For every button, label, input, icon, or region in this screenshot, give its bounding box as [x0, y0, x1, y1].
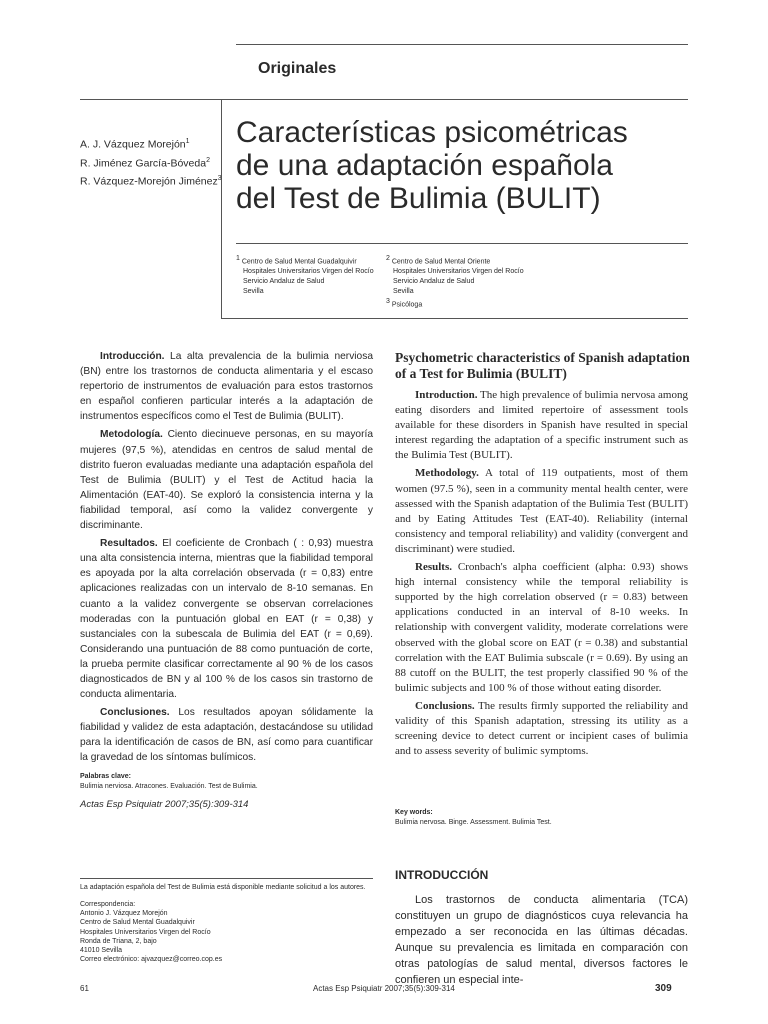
keywords-text: Bulimia nerviosa. Atracones. Evaluación. Test de Bulimia. [80, 783, 258, 790]
keywords-text: Bulimia nervosa. Binge. Assessment. Bulimia Test. [395, 819, 552, 826]
abstract-paragraph [395, 560, 688, 696]
title-divider-rule [80, 99, 688, 100]
affiliation-number: 1 [236, 255, 240, 262]
affiliation-line: Sevilla [393, 288, 414, 296]
english-title: Psychometric characteristics of Spanish adaptation of a Test for Bulimia (BULIT) [395, 350, 690, 381]
abstract-paragraph [395, 699, 688, 759]
abstract-text: Cronbach's alpha coefficient (alpha: 0.93) shows high internal consistency while the temporal reliability is supported by the high correlation observed (r = 0.83) between applications conducted in an interval of 8-10 weeks. In relationship with convergent validity, moderate correlations were observed with the global score on EAT (r = 0.38) and substantial correlation with the EAT Bulimia subscale (r = 0.69). By using an 88 cutoff on the BULIT, the test properly classified 90 % of the bulimic subjects and 100 % of those without eating disorder. [395, 561, 689, 694]
correspondence-line: Centro de Salud Mental Guadalquivir [80, 919, 195, 927]
affiliation-line: Centro de Salud Mental Guadalquivir [241, 258, 357, 266]
abstract-text: A total of 119 outpatients, most of them women (97.5 %), seen in a community mental health center, were assessed with the Spanish adaptation of the Bulimia Test (BULIT) and by Eating Attitudes Test (EAT-40). Reliability (internal consistency and temporal reliability) and validity (convergent and discriminant) were studied. [395, 467, 688, 555]
author-list [80, 134, 222, 190]
abstract-heading: Resultados. [100, 538, 158, 550]
affiliation-3 [386, 297, 524, 310]
correspondence-line: 41010 Sevilla [80, 947, 123, 955]
footnote: La adaptación española del Test de Bulimia está disponible mediante solicitud a los autores. [80, 884, 366, 891]
author [80, 171, 222, 190]
page-number-right: 309 [655, 983, 672, 994]
author-affiliation-number: 2 [206, 156, 210, 164]
abstract-text: El coeficiente de Cronbach ( : 0,93) muestra una alta consistencia interna, mientras que la fiabilidad temporal es apoyada por la alta correlación observada (r = 0,83) entre aplicaciones realizadas con un intervalo de 8-10 semanas. En cuanto a la validez convergente se observan correlaciones moderadas con la puntuación global en EAT (r = 0,38) y sustanciales con la subescala de Bulimia del EAT (r = 0,69). Considerando una puntuación de 88 como puntuación de corte, la prueba permite clasificar correctamente al 90 % de los casos diagnosticados de BN y al 100 % de los casos sin trastorno de conducta alimentaria. [80, 538, 373, 701]
affiliation-line: Sevilla [243, 288, 264, 296]
citation: Actas Esp Psiquiatr 2007;35(5):309-314 [80, 799, 249, 810]
title-column-rule [221, 99, 222, 318]
abstract-heading: Introducción. [100, 351, 165, 362]
abstract-paragraph [80, 705, 373, 765]
article-title: Características psicométricas de una adaptación española del Test de Bulimia (BULIT) [236, 116, 628, 215]
abstract-paragraph [395, 388, 688, 463]
abstract-heading: Methodology. [415, 467, 479, 480]
abstract-top-rule [221, 318, 688, 319]
correspondence-line: Antonio J. Vázquez Morejón [80, 910, 168, 918]
abstract-paragraph [395, 466, 688, 557]
abstract-english [395, 388, 688, 762]
page-number-left: 61 [80, 984, 89, 993]
abstract-spanish [80, 349, 373, 769]
author-name: A. J. Vázquez Morejón [80, 138, 186, 151]
keywords-english [395, 808, 552, 828]
affiliation-2 [386, 254, 524, 311]
footnote-rule [80, 878, 373, 879]
abstract-paragraph [80, 427, 373, 533]
abstract-text: The high prevalence of bulimia nervosa among eating disorders and limited repertoire of assessment tools available for these disorders in Spanish have resulted in special interest regarding the adaptation of a specific instrument such as the Bulimia Test (BULIT). [395, 389, 688, 462]
affiliation-number: 3 [386, 298, 390, 306]
section-body: Los trastornos de conducta alimentaria (TCA) constituyen un grupo de diagnósticos cuya relevancia ha empezado a ser reconocida en las últimas décadas. Aunque su prevalencia es limitada en comparación con otras patologías de salud mental, diversos factores le confieren un especial inte- [395, 894, 688, 986]
journal-footer: Actas Esp Psiquiatr 2007;35(5):309-314 [313, 984, 455, 993]
keywords-heading: Palabras clave: [80, 773, 131, 780]
affiliation-line: Hospitales Universitarios Virgen del Rocío [393, 268, 524, 276]
abstract-paragraph [80, 349, 373, 424]
abstract-text: The results firmly supported the reliability and validity of this Spanish adaptation, stressing its utility as a screening device to detect current or incipient cases of bulimia and to assess severity of bulimic symptoms. [395, 699, 688, 758]
abstract-text: Ciento diecinueve personas, en su mayoría mujeres (97,5 %), atendidas en centros de salud mental de distrito fueron evaluadas mediante una adaptación española del Test de Bulimia (BULIT) y el Test de Actitud hacia la Alimentación (EAT-40). Se exploró la consistencia interna y la fiabilidad temporal, así como la validez convergente y discriminante. [80, 429, 373, 532]
author-affiliation-number: 1 [185, 138, 190, 145]
abstract-paragraph [80, 536, 373, 702]
abstract-text: La alta prevalencia de la bulimia nerviosa (BN) entre los trastornos de conducta alimentaria y el escaso repertorio de instrumentos de evaluación para estos trastornos en español confieren particular interés a la adaptación de instrumentos específicos como el Test de Bulimia (BULIT). [80, 351, 373, 423]
author-affiliation-number: 3 [217, 175, 222, 182]
affiliation-line: Hospitales Universitarios Virgen del Rocío [243, 268, 374, 276]
affiliation-line: Psicóloga [391, 301, 423, 309]
affiliation-line: Servicio Andaluz de Salud [393, 278, 475, 286]
keywords-spanish [80, 772, 258, 792]
abstract-heading: Conclusions. [415, 699, 475, 712]
section-heading: INTRODUCCIÓN [395, 868, 489, 882]
affiliation-line: Servicio Andaluz de Salud [243, 278, 325, 286]
affiliation-line: Centro de Salud Mental Oriente [391, 258, 491, 266]
correspondence-line: Correspondencia: [80, 901, 136, 908]
affiliation-rule [236, 243, 688, 244]
author-name: R. Vázquez-Morejón Jiménez [80, 175, 218, 188]
correspondence-email: Correo electrónico: ajvazquez@correo.cop.es [80, 956, 223, 964]
abstract-heading: Metodología. [100, 429, 163, 441]
correspondence-line: Ronda de Triana, 2, bajo [80, 937, 157, 945]
correspondence [80, 900, 222, 964]
keywords-heading: Key words: [395, 809, 433, 816]
affiliation-1 [236, 254, 374, 297]
author [80, 134, 222, 153]
header-rule [236, 44, 688, 45]
abstract-text: Los resultados apoyan sólidamente la fiabilidad y validez de esta adaptación, destacándose su utilidad para la identificación de casos de BN, así como para cuantificar la gravedad de los síntomas bulímicos. [80, 707, 373, 764]
correspondence-line: Hospitales Universitarios Virgen del Rocío [80, 928, 211, 936]
abstract-heading: Conclusiones. [100, 707, 170, 719]
section-label: Originales [258, 60, 337, 77]
author [80, 153, 222, 172]
author-name: R. Jiménez García-Bóveda [80, 157, 207, 169]
affiliation-number: 2 [386, 255, 390, 262]
abstract-heading: Results. [415, 561, 452, 574]
abstract-heading: Introduction. [415, 389, 478, 401]
